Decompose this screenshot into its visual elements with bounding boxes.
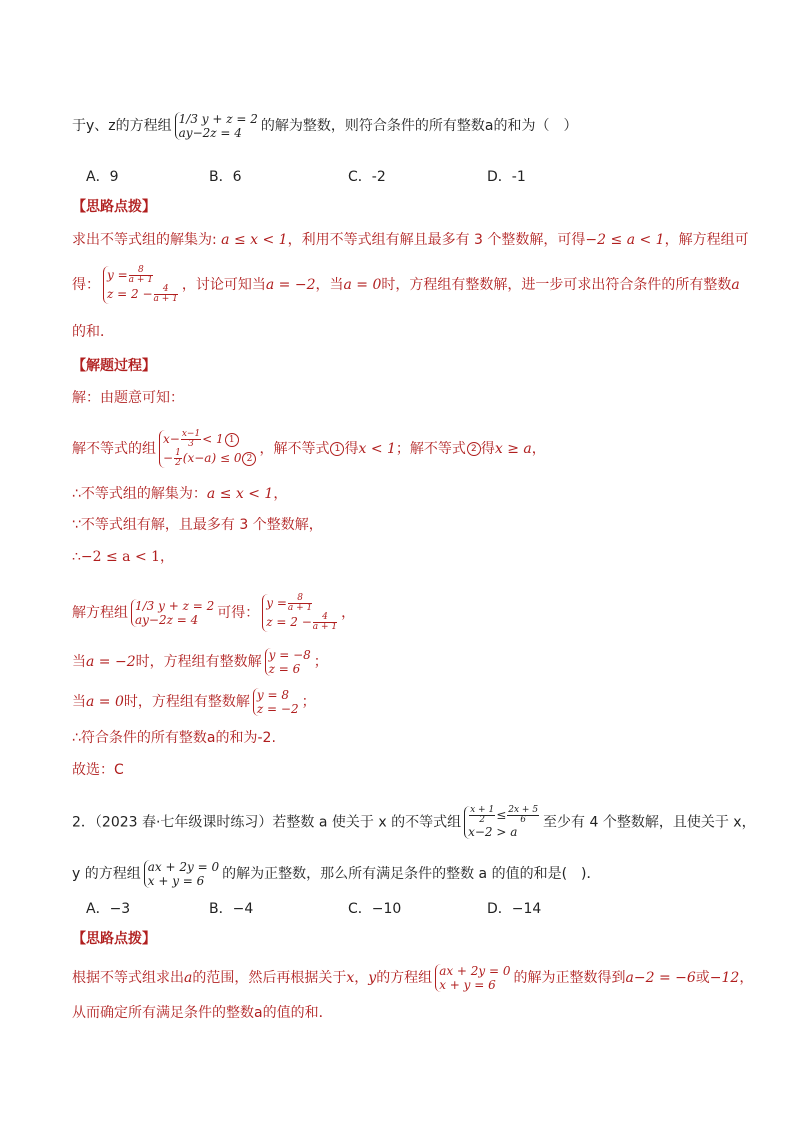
think-q2-t5: ，	[739, 970, 754, 986]
proc-p8-y: y = 8	[256, 688, 289, 702]
think-line-1	[72, 230, 749, 250]
think2-z: z = 2 −	[107, 287, 153, 301]
proc-p8-end: ；	[301, 694, 316, 710]
proc-result-1: x < 1	[358, 441, 396, 457]
frac-num: 2x + 5	[508, 805, 539, 815]
proc-p8-mid: 时，方程组有整数解	[123, 694, 250, 710]
think2-t3: ，当	[315, 277, 344, 293]
ineq1-a: x−	[163, 432, 180, 446]
proc-p7-a: a = −2	[86, 654, 136, 670]
proc-line-6	[72, 594, 355, 632]
sol-z-frac	[313, 613, 337, 632]
q2-le: ≤	[496, 808, 507, 822]
proc-p2-mid4: 得	[480, 441, 495, 457]
frac-den: 2	[175, 458, 181, 468]
frac-den: a + 1	[287, 603, 313, 613]
proc-line-4: ∵不等式组有解，且最多有 3 个整数解，	[72, 517, 323, 533]
sol-y-frac	[288, 594, 312, 613]
think1-n: 3	[474, 232, 483, 248]
think-q2-y: y	[368, 970, 377, 986]
frac-num: 8	[129, 266, 153, 276]
think2-a1: a = −2	[265, 277, 316, 293]
q1-stem-post: 的解为整数，则符合条件的所有整数a的和为（ ）	[260, 118, 578, 134]
sol-z: z = 2 −	[266, 615, 312, 629]
proc-p6-mid: 可得：	[217, 605, 260, 621]
sol-y: y =	[266, 596, 287, 610]
think-q2-line-2: 从而确定所有满足条件的整数a的值的和．	[72, 1005, 333, 1021]
q1-option-d: D．-1	[487, 169, 526, 185]
ineq2-b: (x−a) ≤ 0	[182, 451, 242, 465]
think-q2-eq2: −12	[709, 970, 740, 986]
circled-2: 2	[242, 452, 256, 466]
q2-inequality-system	[464, 806, 540, 839]
proc-line-7	[72, 648, 328, 676]
q2-l2-pre: y 的方程组	[72, 866, 141, 882]
frac-num: x−1	[181, 429, 201, 439]
think1-t1: 求出不等式组的解集为:	[72, 232, 217, 248]
q2-frac-a	[469, 806, 495, 825]
frac-num: 4	[313, 613, 337, 623]
think2-t1: 得：	[72, 277, 100, 293]
frac-den: 2	[479, 815, 486, 825]
proc-p2-mid2: 得	[344, 441, 359, 457]
think-q2-t2: 的范围，然后再根据关于	[192, 970, 347, 986]
circled-1: 1	[225, 433, 239, 447]
think-q2-eq: a−2 = −6	[625, 970, 696, 986]
q1-system	[175, 112, 258, 140]
think-q2-x: x	[346, 970, 355, 986]
think1-solution: a ≤ x < 1	[221, 232, 288, 248]
q2-option-d: D．−14	[487, 901, 542, 917]
frac-den: 6	[520, 815, 527, 825]
section-think-heading-q2: 【思路点拨】	[72, 931, 156, 947]
ineq1-frac	[181, 430, 201, 449]
q2-option-a: A．−3	[86, 901, 131, 917]
circled-1-ref: 1	[330, 442, 344, 456]
ineq1-b: < 1	[202, 432, 224, 446]
q1-eq1: 1/3 y + z = 2	[178, 112, 258, 126]
think-q2-eq2: x + y = 6	[439, 978, 496, 992]
proc-p3-pre: ∴不等式组的解集为：	[72, 486, 207, 502]
proc-p7-mid: 时，方程组有整数解	[135, 654, 262, 670]
think-line-2	[72, 266, 740, 304]
ineq2-frac	[174, 449, 182, 468]
proc-line-10: 故选：C	[72, 762, 124, 778]
proc-p6-system	[131, 599, 214, 627]
frac-num: x + 1	[470, 805, 495, 815]
think-q2-t3: 的方程组	[376, 970, 433, 986]
proc-p6-pre: 解方程组	[72, 605, 128, 621]
think1-t2: ，利用不等式组有解且最多有	[287, 232, 470, 248]
q1-option-a: A．9	[86, 169, 119, 185]
q2-system	[144, 860, 219, 888]
proc-p7-y: y = −8	[268, 648, 311, 662]
proc-p7-z: z = 6	[268, 662, 301, 676]
proc-p3-val: a ≤ x < 1	[206, 486, 274, 502]
proc-result-2: x ≥ a	[494, 441, 532, 457]
q2-line-1	[72, 806, 756, 839]
proc-p7-pre: 当	[72, 654, 86, 670]
q2-option-c: C．−10	[348, 901, 402, 917]
proc-p6-end: ，	[341, 605, 356, 621]
think2-t4: 时，方程组有整数解，进一步可求出符合条件的所有整数	[381, 277, 732, 293]
q2-line-2	[72, 860, 601, 888]
proc-p2-pre: 解不等式的组	[72, 441, 156, 457]
proc-p6-solution	[262, 594, 338, 632]
q1-option-c: C．-2	[348, 169, 386, 185]
proc-line-5: ∴−2 ≤ a < 1，	[72, 549, 175, 565]
proc-p8-system	[253, 688, 299, 716]
think-q2-system	[435, 964, 510, 992]
proc-line-8	[72, 688, 316, 716]
think-line-3: 的和．	[72, 324, 114, 340]
frac-den: a + 1	[128, 275, 154, 285]
think-q2-t1: 根据不等式组求出	[72, 970, 184, 986]
frac-den: 3	[188, 439, 194, 449]
proc-p2-mid1: ，解不等式	[259, 441, 330, 457]
q2-eq2: x + y = 6	[147, 874, 205, 888]
proc-p7-end: ；	[313, 654, 328, 670]
think2-a: a	[731, 277, 740, 293]
frac-num: 8	[288, 594, 312, 604]
proc-line-3	[72, 484, 287, 504]
think-q2-line-1	[72, 964, 753, 992]
think2-z-frac	[154, 285, 178, 304]
think-q2-t4: 的解为正整数得到	[513, 970, 626, 986]
frac-den: a + 1	[153, 294, 178, 304]
proc-p6-eq2: ay−2z = 4	[135, 613, 199, 627]
section-think-heading: 【思路点拨】	[72, 199, 156, 215]
q1-stem-pre: 于y、z的方程组	[72, 118, 172, 134]
think1-t3: 个整数解，可得	[487, 232, 586, 248]
section-process-heading: 【解题过程】	[72, 358, 156, 374]
q2-l2-post: 的解为正整数，那么所有满足条件的整数 a 的值的和是( )．	[222, 866, 601, 882]
think2-y: y =	[107, 268, 128, 282]
q1-eq2: ay−2z = 4	[178, 126, 242, 140]
think2-t2: ，讨论可知当	[181, 277, 266, 293]
think2-system	[103, 266, 179, 304]
q2-frac-b	[507, 806, 539, 825]
proc-p7-system	[265, 648, 311, 676]
q2-eq1: ax + 2y = 0	[147, 860, 220, 874]
q1-stem	[72, 112, 577, 140]
think-q2-or: 或	[695, 970, 710, 986]
proc-line-9: ∴符合条件的所有整数a的和为-2.	[72, 730, 276, 746]
think-q2-eq1: ax + 2y = 0	[439, 964, 511, 978]
q2-option-b: B．−4	[209, 901, 254, 917]
think2-y-frac	[129, 266, 153, 285]
proc-p3-end: ，	[273, 486, 288, 502]
frac-num: 4	[154, 285, 178, 295]
proc-inequality-system	[159, 430, 256, 468]
think2-a2: a = 0	[343, 277, 382, 293]
frac-den: a + 1	[312, 622, 338, 632]
think-q2-a: a	[184, 970, 193, 986]
q2-l1-post: 至少有 4 个整数解，且使关于 x，	[543, 814, 756, 831]
proc-line-2	[72, 430, 546, 468]
proc-p8-pre: 当	[72, 694, 86, 710]
q2-ineq2: x−2 > a	[468, 825, 518, 839]
think-q2-comma: ，	[354, 970, 369, 986]
proc-p2-mid3: ；解不等式	[395, 441, 466, 457]
think1-range: −2 ≤ a < 1	[585, 232, 665, 248]
frac-num: 1	[175, 448, 181, 458]
proc-p8-a: a = 0	[86, 694, 124, 710]
ineq2-a: −	[163, 451, 174, 465]
q2-l1-pre: 2．（2023 春·七年级课时练习）若整数 a 使关于 x 的不等式组	[72, 814, 462, 831]
proc-line-1: 解：由题意可知：	[72, 390, 184, 406]
proc-p6-eq1: 1/3 y + z = 2	[135, 599, 215, 613]
think1-t4: ，解方程组可	[664, 232, 749, 248]
circled-2-ref: 2	[467, 442, 481, 456]
proc-p8-z: z = −2	[256, 702, 299, 716]
q1-option-b: B．6	[209, 169, 242, 185]
proc-p2-end: ，	[531, 441, 546, 457]
